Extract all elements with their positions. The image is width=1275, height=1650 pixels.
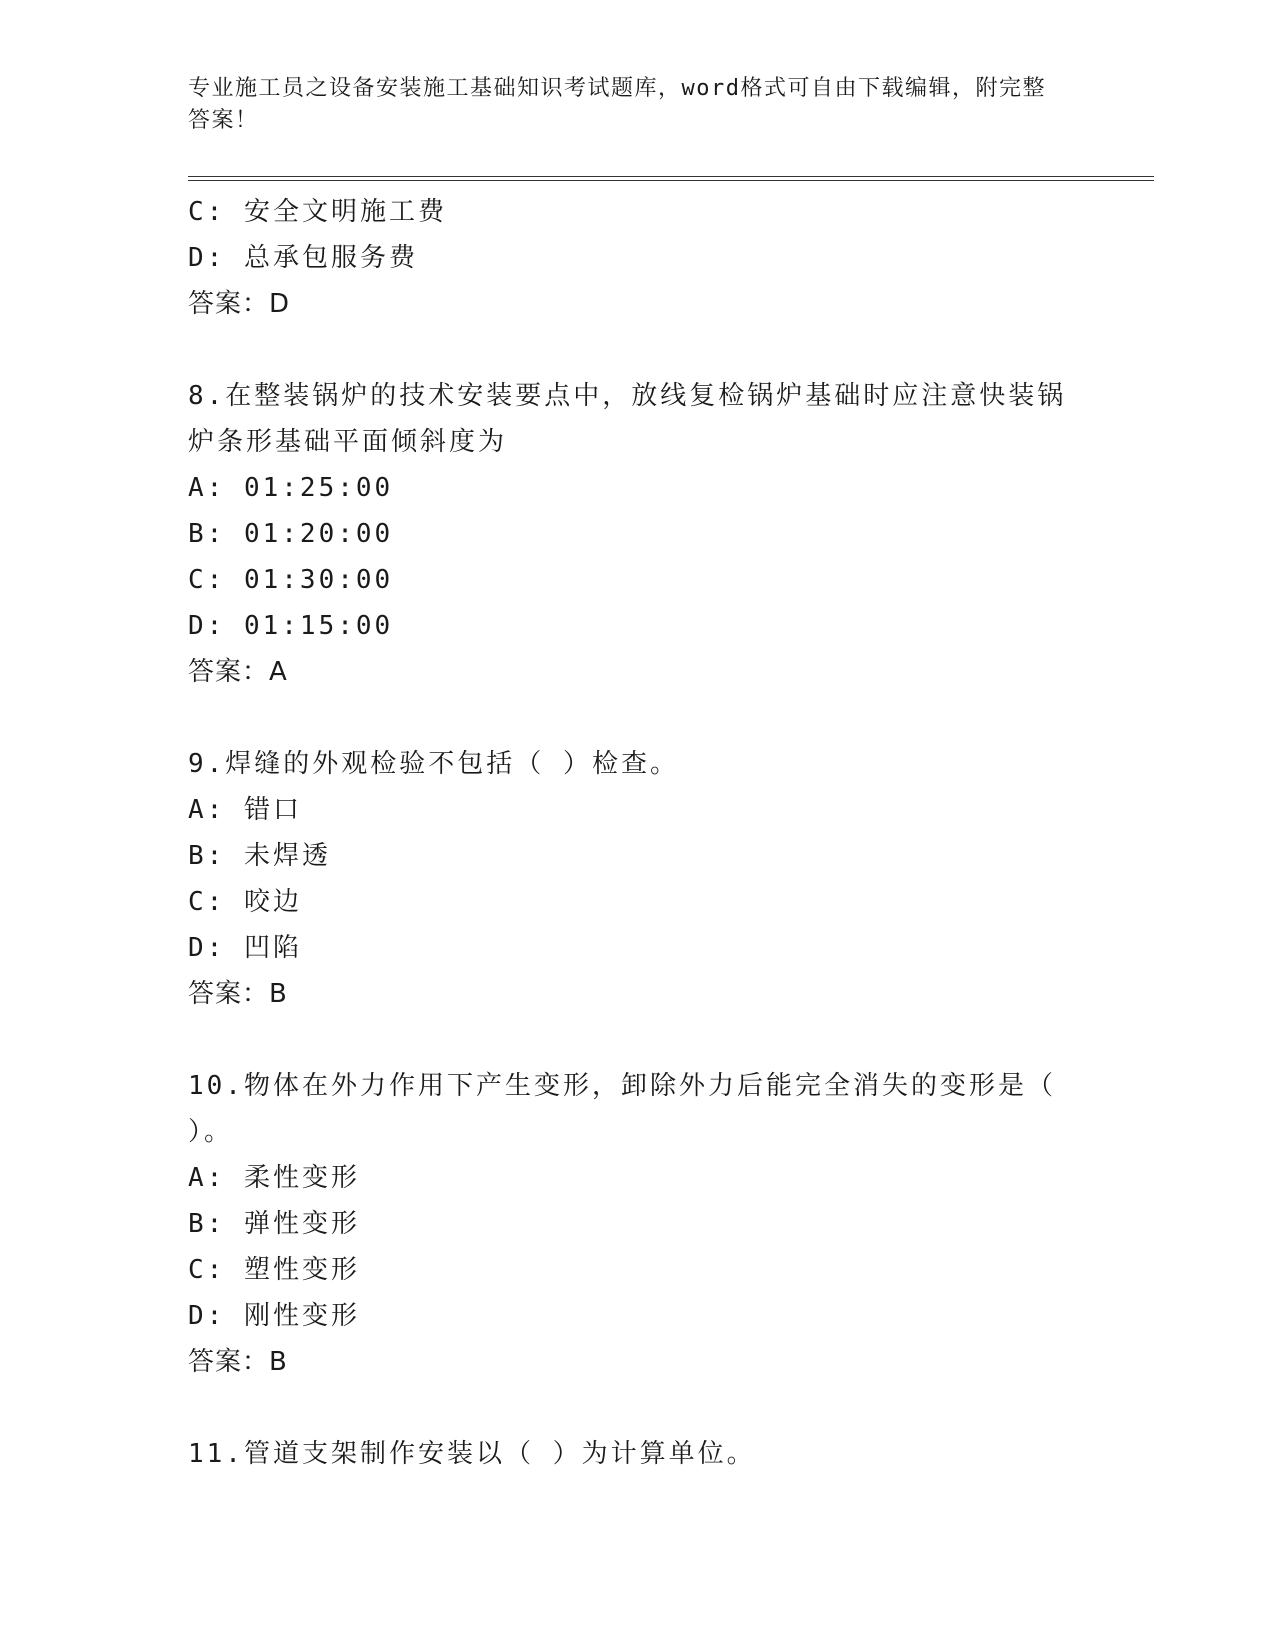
- option-b: B: 未焊透: [188, 841, 331, 871]
- option-b: B: 弹性变形: [188, 1209, 360, 1239]
- question-8: [188, 373, 1068, 695]
- question-list: [188, 189, 1068, 1477]
- page-header-title: 专业施工员之设备安装施工基础知识考试题库，word格式可自由下载编辑，附完整答案！: [188, 76, 1046, 133]
- previous-question-tail: [188, 189, 1068, 327]
- question-11: [188, 1431, 1068, 1477]
- option-d: D: 刚性变形: [188, 1301, 360, 1331]
- option-b: B: 01:20:00: [188, 519, 394, 549]
- question-10: [188, 1063, 1068, 1385]
- option-c: C: 塑性变形: [188, 1255, 360, 1285]
- option-c: C: 安全文明施工费: [188, 197, 447, 227]
- question-text: 11.管道支架制作安装以（ ）为计算单位。: [188, 1439, 756, 1469]
- option-a: A: 柔性变形: [188, 1163, 360, 1193]
- answer-label: 答案：A: [188, 657, 288, 687]
- question-9: [188, 741, 1068, 1017]
- question-text: 10.物体在外力作用下产生变形，卸除外力后能完全消失的变形是（ ）。: [188, 1071, 1056, 1147]
- option-d: D: 01:15:00: [188, 611, 394, 641]
- answer-label: 答案：B: [188, 979, 288, 1009]
- question-text: 9.焊缝的外观检验不包括（ ）检查。: [188, 749, 679, 779]
- header-double-rule: [188, 176, 1154, 181]
- option-d: D: 总承包服务费: [188, 243, 418, 273]
- answer-label: 答案：D: [188, 289, 291, 319]
- answer-label: 答案：B: [188, 1347, 288, 1377]
- option-a: A: 01:25:00: [188, 473, 394, 503]
- option-d: D: 凹陷: [188, 933, 302, 963]
- option-c: C: 咬边: [188, 887, 302, 917]
- option-c: C: 01:30:00: [188, 565, 394, 595]
- option-a: A: 错口: [188, 795, 302, 825]
- question-text: 8.在整装锅炉的技术安装要点中，放线复检锅炉基础时应注意快装锅炉条形基础平面倾斜度为: [188, 381, 1067, 457]
